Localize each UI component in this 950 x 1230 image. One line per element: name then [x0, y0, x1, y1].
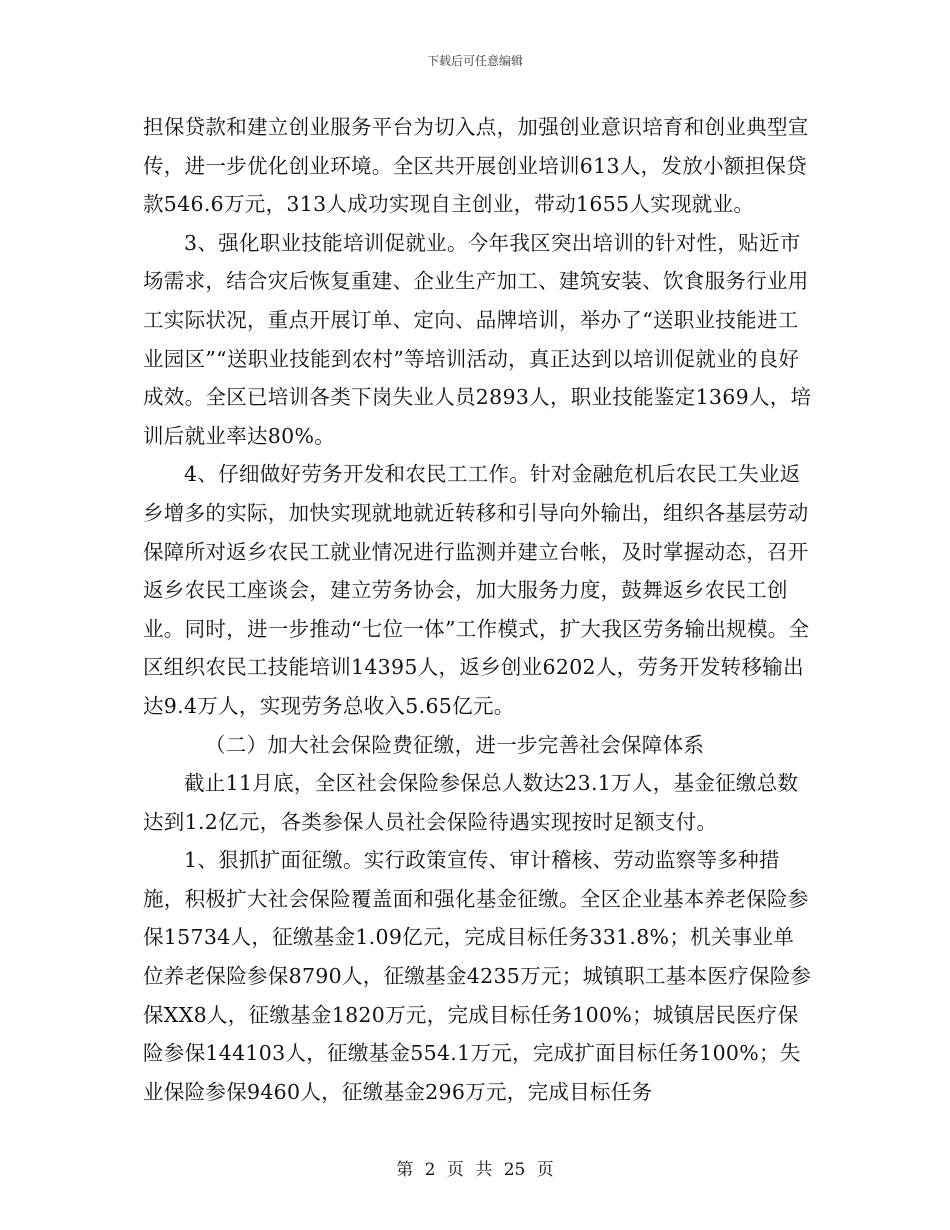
page-number-footer: 第 2 页 共 25 页	[396, 1160, 554, 1180]
paragraph-labor-migrant-workers: 4、仔细做好劳务开发和农民工工作。针对金融危机后农民工失业返乡增多的实际，加快实现就地就近转移和引导向外输出，组织各基层劳动保障所对返乡农民工就业情况进行监测并建立台帐，及时掌握动态，召开返乡农民工座谈会，建立劳务协会，加大服务力度，鼓舞返乡农民工创业。同时，进一步推动“七位一体”工作模式，扩大我区劳务输出规模。全区组织农民工技能培训14395人，返乡创业6202人，劳务开发转移输出达9.4万人，实现劳务总收入5.65亿元。	[143, 462, 810, 718]
document-body	[143, 108, 813, 1111]
paragraph-vocational-training: 3、强化职业技能培训促就业。今年我区突出培训的针对性，贴近市场需求，结合灾后恢复重建、企业生产加工、建筑安装、饮食服务行业用工实际状况，重点开展订单、定向、品牌培训，举办了“送职业技能进工业园区”“送职业技能到农村”等培训活动，真正达到以培训促就业的良好成效。全区已培训各类下岗失业人员2893人，职业技能鉴定1369人，培训后就业率达80%。	[143, 230, 812, 448]
paragraph-insurance-summary: 截止11月底，全区社会保险参保总人数达23.1万人，基金征缴总数达到1.2亿元，各类参保人员社会保险待遇实现按时足额支付。	[143, 771, 799, 834]
section-heading-social-insurance: （二）加大社会保险费征缴，进一步完善社会保障体系	[205, 732, 705, 757]
paragraph-expand-collection: 1、狠抓扩面征缴。实行政策宣传、审计稽核、劳动监察等多种措施，积极扩大社会保险覆盖面和强化基金征缴。全区企业基本养老保险参保15734人，征缴基金1.09亿元，完成目标任务331.8%；机关事业单位养老保险参保8790人，征缴基金4235万元；城镇职工基本医疗保险参保XX8人，征缴基金1820万元，完成目标任务100%；城镇居民医疗保险参保144103人，征缴基金554.1万元，完成扩面目标任务100%；失业保险参保9460人，征缴基金296万元，完成目标任务	[143, 848, 812, 1104]
paragraph-entrepreneurship-continued: 担保贷款和建立创业服务平台为切入点，加强创业意识培育和创业典型宣传，进一步优化创业环境。全区共开展创业培训613人，发放小额担保贷款546.6万元，313人成功实现自主创业，带动1655人实现就业。	[143, 115, 809, 217]
page-header-note: 下载后可任意编辑	[426, 54, 523, 68]
